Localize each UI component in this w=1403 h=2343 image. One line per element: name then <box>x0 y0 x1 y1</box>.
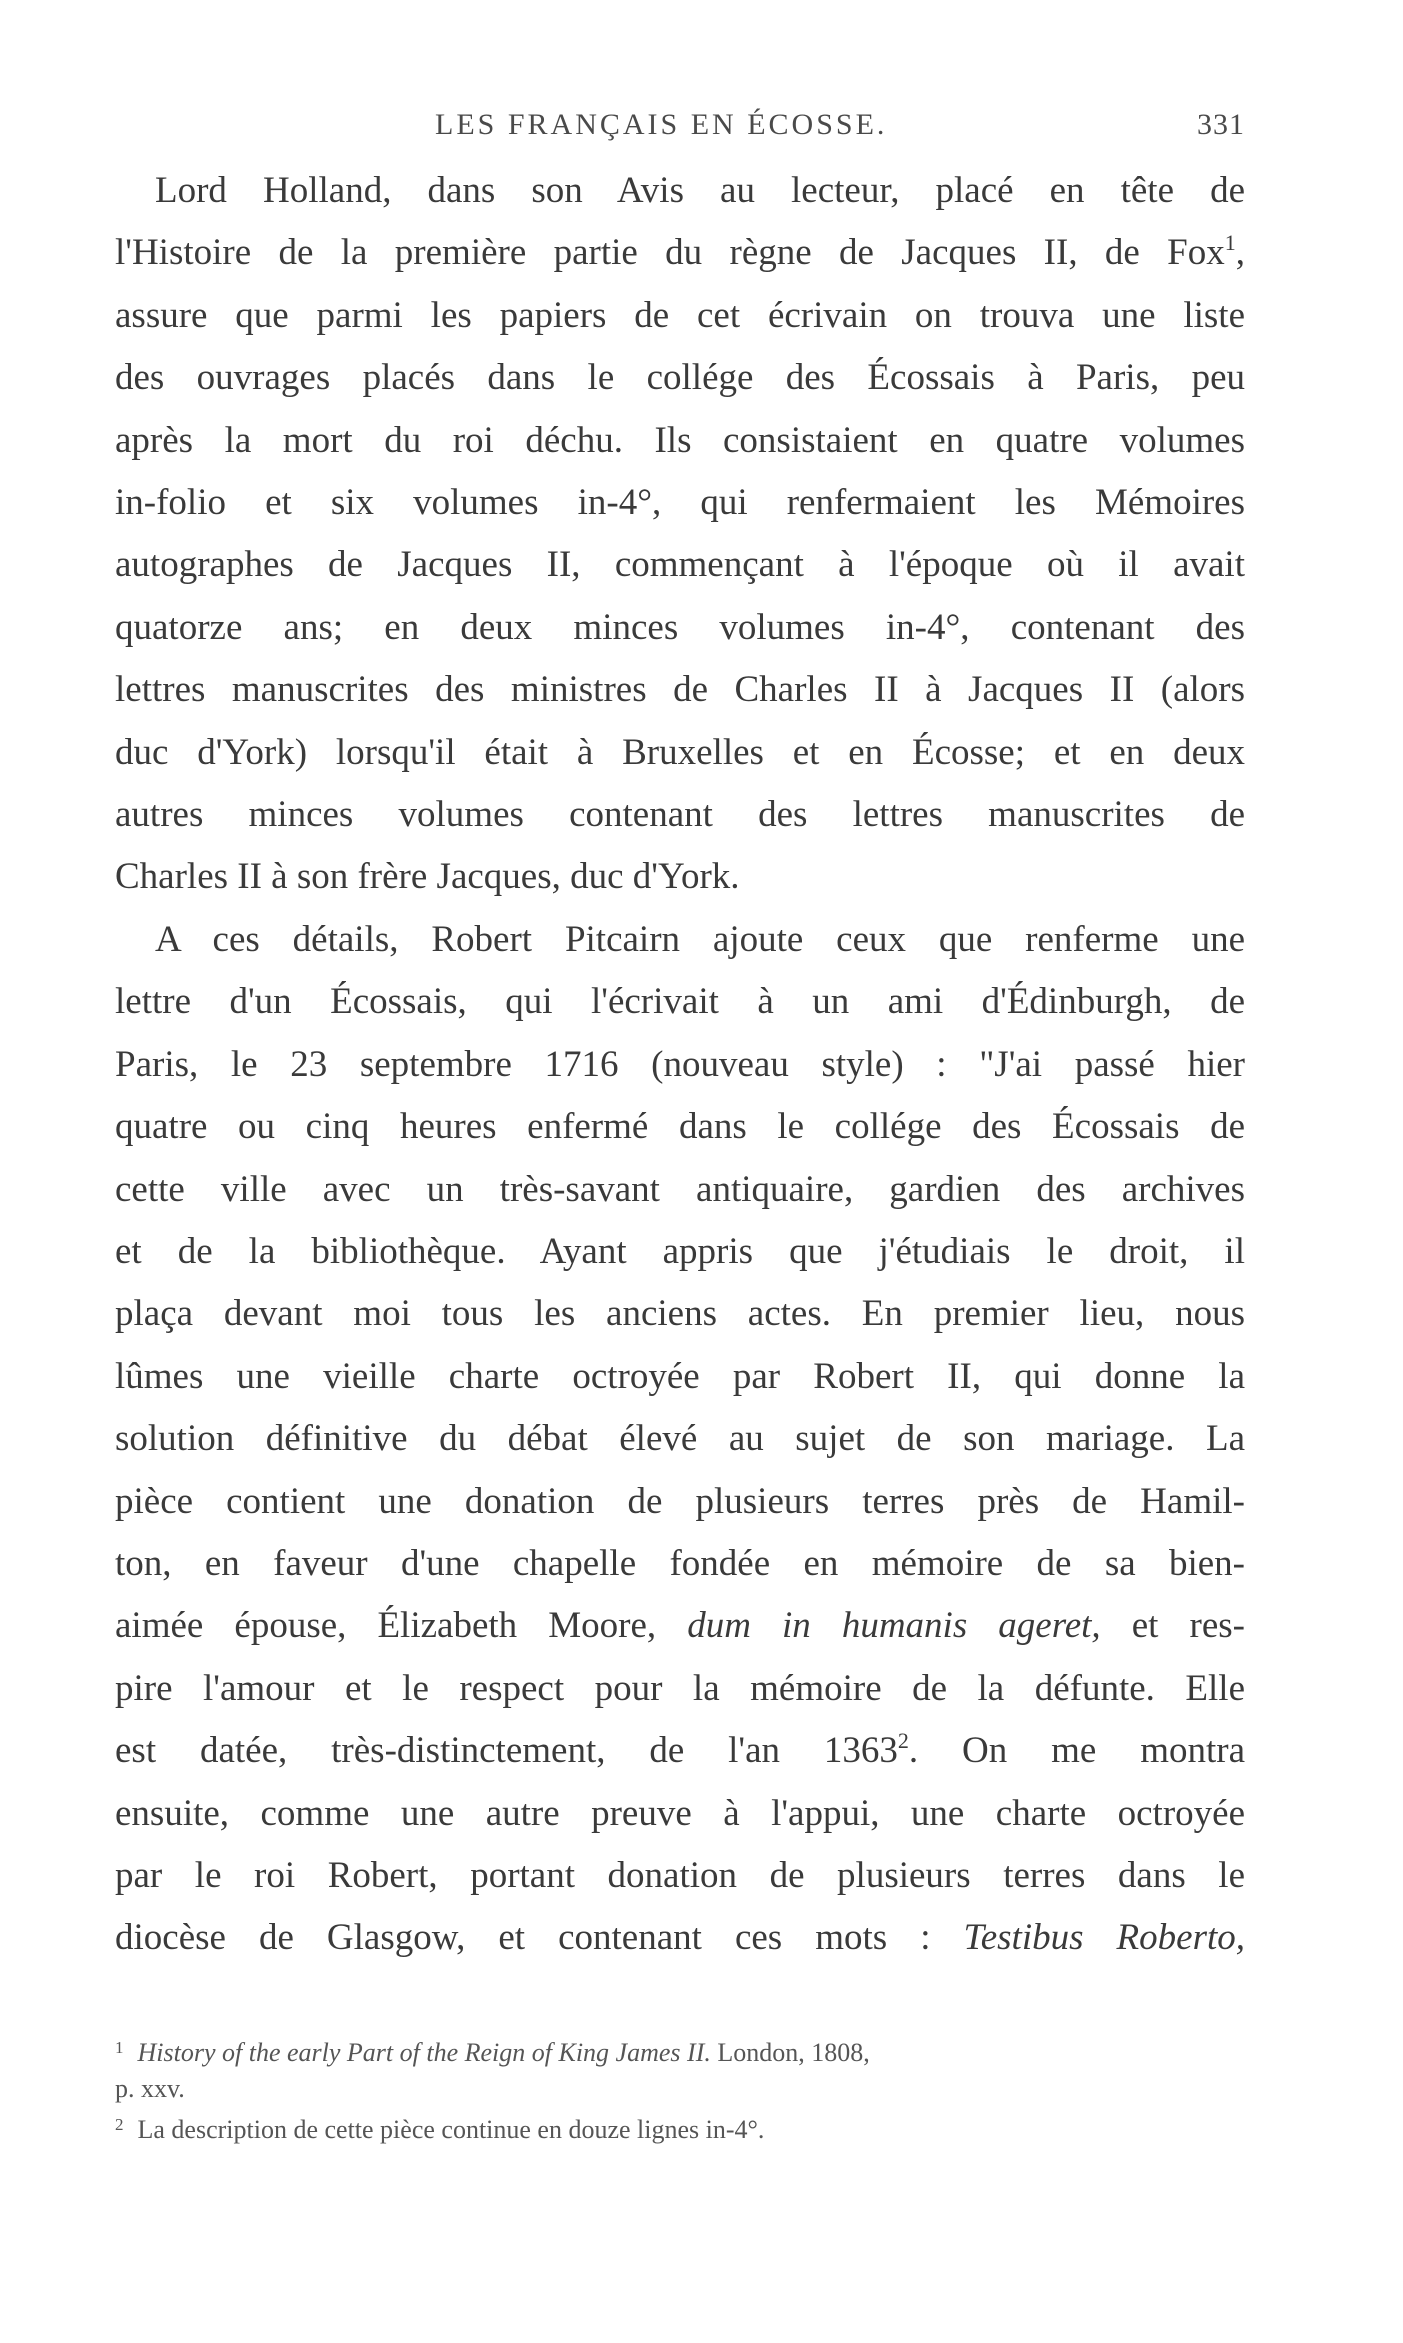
footnote-2 <box>115 2107 1245 2148</box>
text-line: solution définitive du débat élevé au sujet de son mariage. La <box>115 1418 1245 1460</box>
footnote-mark: 2 <box>115 2115 124 2134</box>
book-page <box>115 100 1245 1970</box>
text-line: duc d'York) lorsqu'il était à Bruxelles et en Écosse; et en deux <box>115 731 1245 773</box>
text-line: par le roi Robert, portant donation de plusieurs terres dans le <box>115 1854 1245 1896</box>
latin-phrase: dum in humanis ageret, <box>687 1605 1101 1647</box>
text-line: Paris, le 23 septembre 1716 (nouveau style) : "J'ai passé hier <box>115 1043 1245 1085</box>
text-fragment: . On me montra <box>908 1730 1246 1772</box>
text-line: Charles II à son frère Jacques, duc d'York. <box>115 856 740 898</box>
text-fragment: , <box>1235 232 1245 274</box>
footnote-1 <box>115 2030 1245 2071</box>
paragraph-2 <box>115 909 1245 1970</box>
text-line: autographes de Jacques II, commençant à l'époque où il avait <box>115 544 1245 586</box>
text-line: ton, en faveur d'une chapelle fondée en mémoire de sa bien- <box>115 1542 1245 1584</box>
running-head-title: LES FRANÇAIS EN ÉCOSSE. <box>435 108 888 141</box>
text-fragment: l'Histoire de la première partie du règne de Jacques II, de Fox <box>115 232 1225 274</box>
text-line: lettre d'un Écossais, qui l'écrivait à un ami d'Édinburgh, de <box>115 981 1245 1023</box>
text-fragment: et res- <box>1100 1605 1245 1647</box>
footnote-ref-2: 2 <box>897 1728 909 1754</box>
text-line: Lord Holland, dans son Avis au lecteur, placé en tête de <box>155 170 1245 211</box>
text-line: lettres manuscrites des ministres de Charles II à Jacques II (alors <box>115 669 1245 711</box>
paragraph-1 <box>115 160 1245 909</box>
footnote-mark: 1 <box>115 2038 124 2057</box>
footnote-ref-1: 1 <box>1224 230 1236 256</box>
text-fragment: est datée, très-distinctement, de l'an 1363 <box>115 1730 898 1772</box>
text-line: quatre ou cinq heures enfermé dans le collége des Écossais de <box>115 1106 1245 1148</box>
text-line <box>115 1720 1245 1782</box>
footnote-1-continued: p. xxv. <box>115 2074 185 2103</box>
footnotes <box>115 2030 1245 2148</box>
text-line: lûmes une vieille charte octroyée par Robert II, qui donne la <box>115 1355 1245 1397</box>
text-line: pièce contient une donation de plusieurs terres près de Hamil- <box>115 1480 1245 1522</box>
latin-phrase: Testibus Roberto, <box>963 1917 1245 1959</box>
footnote-title: History of the early Part of the Reign of King James II. <box>137 2038 711 2067</box>
text-line: in-folio et six volumes in-4°, qui renfermaient les Mémoires <box>115 482 1245 524</box>
footnote-text: London, 1808, <box>710 2038 870 2067</box>
text-line: cette ville avec un très-savant antiquaire, gardien des archives <box>115 1168 1245 1210</box>
text-line: après la mort du roi déchu. Ils consistaient en quatre volumes <box>115 419 1245 461</box>
text-line: assure que parmi les papiers de cet écrivain on trouva une liste <box>115 294 1245 336</box>
page-number: 331 <box>1197 108 1245 141</box>
text-line: plaça devant moi tous les anciens actes. En premier lieu, nous <box>115 1293 1245 1335</box>
text-fragment: diocèse de Glasgow, et contenant ces mots : <box>115 1917 964 1959</box>
text-line: autres minces volumes contenant des lettres manuscrites de <box>115 794 1245 836</box>
text-fragment: aimée épouse, Élizabeth Moore, <box>115 1605 688 1647</box>
text-line <box>115 222 1245 284</box>
text-line: A ces détails, Robert Pitcairn ajoute ceux que renferme une <box>155 918 1245 960</box>
text-line: ensuite, comme une autre preuve à l'appui, une charte octroyée <box>115 1792 1245 1834</box>
text-line: des ouvrages placés dans le collége des Écossais à Paris, peu <box>115 357 1245 399</box>
text-line: et de la bibliothèque. Ayant appris que j'étudiais le droit, il <box>115 1230 1245 1272</box>
text-line <box>115 1595 1245 1657</box>
text-line: quatorze ans; en deux minces volumes in-4°, contenant des <box>115 606 1245 648</box>
text-line <box>115 1907 1245 1969</box>
text-line: pire l'amour et le respect pour la mémoire de la défunte. Elle <box>115 1667 1245 1709</box>
running-head <box>115 100 1245 160</box>
footnote-text: La description de cette pièce continue en douze lignes in-4°. <box>137 2115 765 2144</box>
